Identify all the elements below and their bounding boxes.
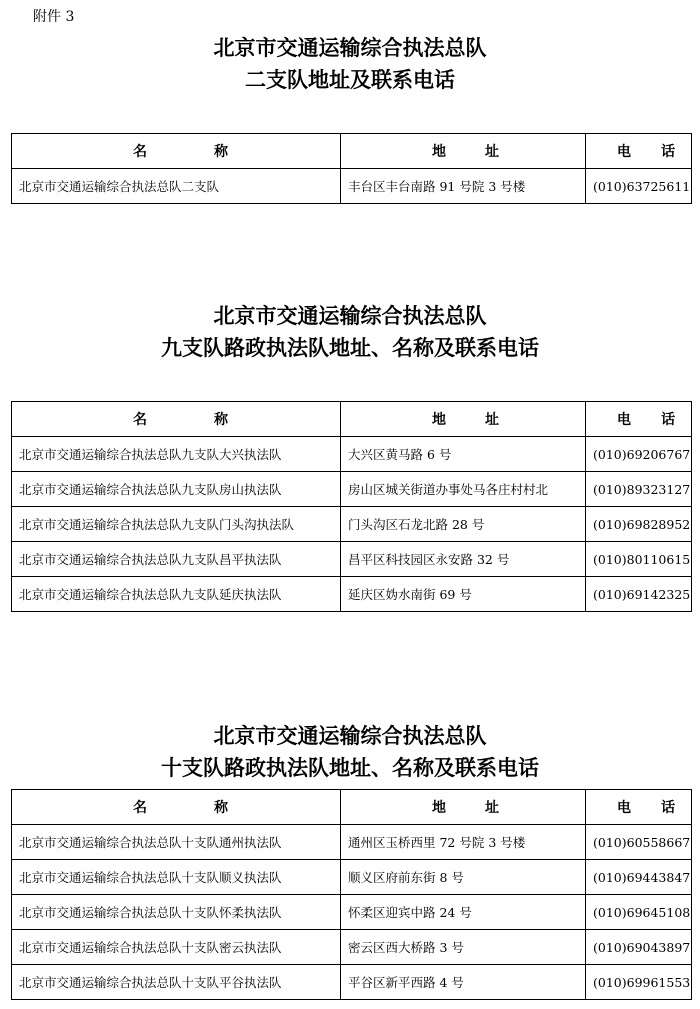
section-title	[0, 32, 700, 96]
header-address: 地 址	[341, 790, 586, 825]
cell-address: 门头沟区石龙北路 28 号	[341, 507, 586, 542]
cell-name: 北京市交通运输综合执法总队十支队密云执法队	[12, 930, 341, 965]
header-name: 名 称	[12, 402, 341, 437]
section-title	[0, 720, 700, 784]
cell-address: 平谷区新平西路 4 号	[341, 965, 586, 1000]
cell-name: 北京市交通运输综合执法总队九支队大兴执法队	[12, 437, 341, 472]
section-title-line1: 北京市交通运输综合执法总队	[213, 304, 487, 328]
cell-phone: (010)89323127	[586, 472, 692, 507]
cell-name: 北京市交通运输综合执法总队九支队昌平执法队	[12, 542, 341, 577]
cell-name: 北京市交通运输综合执法总队十支队顺义执法队	[12, 860, 341, 895]
cell-phone: (010)80110615	[586, 542, 692, 577]
section-title-line2: 二支队地址及联系电话	[245, 68, 455, 92]
cell-name: 北京市交通运输综合执法总队九支队门头沟执法队	[12, 507, 341, 542]
cell-name: 北京市交通运输综合执法总队二支队	[12, 169, 341, 204]
header-name: 名 称	[12, 134, 341, 169]
header-phone: 电 话	[586, 402, 692, 437]
section-title-line2: 十支队路政执法队地址、名称及联系电话	[161, 756, 539, 780]
header-phone: 电 话	[586, 790, 692, 825]
table-row	[12, 472, 692, 507]
table-row	[12, 437, 692, 472]
cell-address: 延庆区妫水南街 69 号	[341, 577, 586, 612]
table-row	[12, 542, 692, 577]
cell-address: 通州区玉桥西里 72 号院 3 号楼	[341, 825, 586, 860]
table-header-row	[12, 402, 692, 437]
header-phone: 电 话	[586, 134, 692, 169]
cell-address: 顺义区府前东街 8 号	[341, 860, 586, 895]
cell-phone: (010)69443847	[586, 860, 692, 895]
table-row	[12, 930, 692, 965]
table-header-row	[12, 790, 692, 825]
cell-address: 房山区城关街道办事处马各庄村村北	[341, 472, 586, 507]
cell-phone: (010)69043897	[586, 930, 692, 965]
contact-table	[11, 789, 692, 1000]
cell-address: 怀柔区迎宾中路 24 号	[341, 895, 586, 930]
table-row	[12, 825, 692, 860]
cell-name: 北京市交通运输综合执法总队十支队通州执法队	[12, 825, 341, 860]
section-title-line1: 北京市交通运输综合执法总队	[213, 724, 487, 748]
table-row	[12, 507, 692, 542]
cell-name: 北京市交通运输综合执法总队九支队房山执法队	[12, 472, 341, 507]
header-name: 名 称	[12, 790, 341, 825]
cell-phone: (010)69206767	[586, 437, 692, 472]
cell-address: 密云区西大桥路 3 号	[341, 930, 586, 965]
cell-name: 北京市交通运输综合执法总队十支队平谷执法队	[12, 965, 341, 1000]
header-address: 地 址	[341, 134, 586, 169]
section-title	[0, 300, 700, 364]
table-header-row	[12, 134, 692, 169]
cell-phone: (010)60558667	[586, 825, 692, 860]
table-row	[12, 860, 692, 895]
cell-address: 丰台区丰台南路 91 号院 3 号楼	[341, 169, 586, 204]
cell-name: 北京市交通运输综合执法总队十支队怀柔执法队	[12, 895, 341, 930]
contact-table	[11, 133, 692, 204]
cell-phone: (010)69142325	[586, 577, 692, 612]
cell-address: 昌平区科技园区永安路 32 号	[341, 542, 586, 577]
header-address: 地 址	[341, 402, 586, 437]
attachment-label: 附件 3	[33, 9, 75, 25]
table-row	[12, 577, 692, 612]
table-row	[12, 895, 692, 930]
cell-phone: (010)69828952	[586, 507, 692, 542]
cell-address: 大兴区黄马路 6 号	[341, 437, 586, 472]
table-row	[12, 169, 692, 204]
table-row	[12, 965, 692, 1000]
cell-name: 北京市交通运输综合执法总队九支队延庆执法队	[12, 577, 341, 612]
cell-phone: (010)63725611	[586, 169, 692, 204]
contact-table	[11, 401, 692, 612]
cell-phone: (010)69961553	[586, 965, 692, 1000]
section-title-line1: 北京市交通运输综合执法总队	[213, 36, 487, 60]
section-title-line2: 九支队路政执法队地址、名称及联系电话	[161, 336, 539, 360]
cell-phone: (010)69645108	[586, 895, 692, 930]
